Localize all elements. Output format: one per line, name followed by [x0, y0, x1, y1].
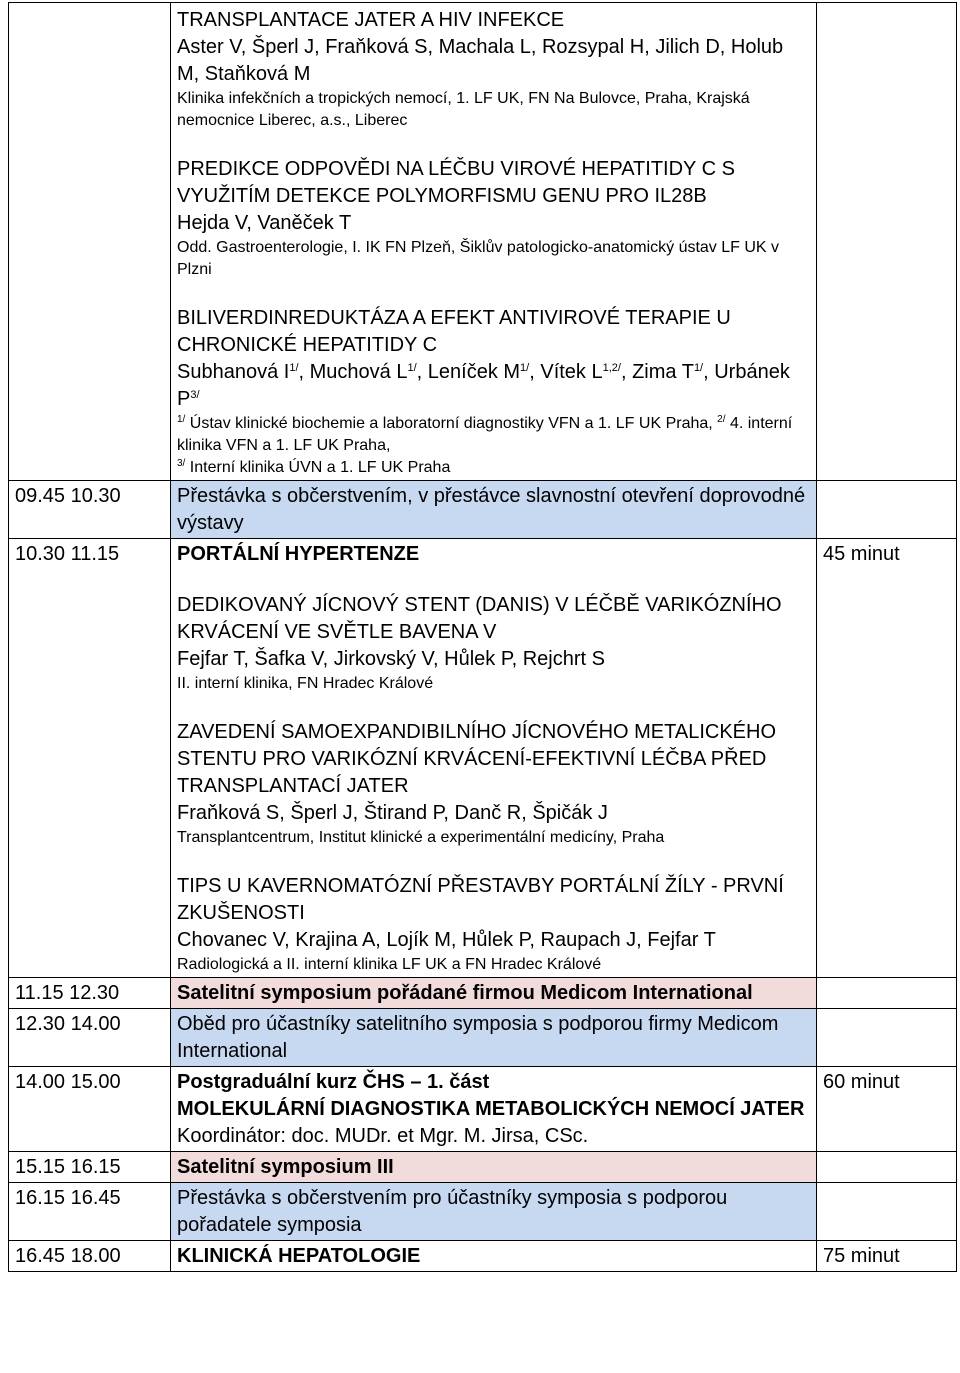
- course-title: Postgraduální kurz ČHS – 1. část: [177, 1071, 490, 1093]
- talk-block: [177, 719, 810, 849]
- break-text: Přestávka s občerstvením, v přestávce slavnostní otevření doprovodné výstavy: [171, 481, 817, 539]
- talk-title: ZAVEDENÍ SAMOEXPANDIBILNÍHO JÍCNOVÉHO METALICKÉHO STENTU PRO VARIKÓZNÍ KRVÁCENÍ-EFEKTIVNÍ LÉČBA PŘED TRANSPLANTACÍ JATER: [177, 721, 776, 797]
- program-row: [9, 481, 957, 539]
- talk-title: PREDIKCE ODPOVĚDI NA LÉČBU VIROVÉ HEPATITIDY C S VYUŽITÍM DETEKCE POLYMORFISMU GENU PRO IL28B: [177, 158, 735, 207]
- duration-cell: [817, 3, 957, 481]
- talk-title: TIPS U KAVERNOMATÓZNÍ PŘESTAVBY PORTÁLNÍ ŽÍLY - PRVNÍ ZKUŠENOSTI: [177, 875, 784, 924]
- talk-institution: Odd. Gastroenterologie, I. IK FN Plzeň, Šiklův patologicko-anatomický ústav LF UK v Plzni: [177, 239, 780, 278]
- lunch-text: Oběd pro účastníky satelitního symposia s podporou firmy Medicom International: [171, 1009, 817, 1067]
- content-cell: [171, 3, 817, 481]
- course-coordinator: Koordinátor: doc. MUDr. et Mgr. M. Jirsa, CSc.: [177, 1125, 589, 1147]
- time-cell: 16.45 18.00: [9, 1241, 171, 1272]
- talk-institution: $^{1/}$ Ústav klinické biochemie a laboratorní diagnostiky VFN a 1. LF UK Praha, $^{2/}$ 4. interní klinika VFN a 1. LF UK Praha, $^{3/}$ Interní klinika ÚVN a 1. LF UK Praha: [177, 414, 793, 476]
- talk-institution: II. interní klinika, FN Hradec Králové: [177, 675, 434, 692]
- duration-cell: 45 minut: [817, 539, 957, 978]
- talk-institution: Radiologická a II. interní klinika LF UK a FN Hradec Králové: [177, 956, 602, 973]
- duration-cell: [817, 1009, 957, 1067]
- program-row: [9, 3, 957, 481]
- program-row: [9, 539, 957, 978]
- course-subtitle: MOLEKULÁRNÍ DIAGNOSTIKA METABOLICKÝCH NEMOCÍ JATER: [177, 1098, 805, 1120]
- talk-authors: Hejda V, Vaněček T: [177, 212, 352, 234]
- time-cell: 09.45 10.30: [9, 481, 171, 539]
- talk-institution: Transplantcentrum, Institut klinické a experimentální medicíny, Praha: [177, 829, 665, 846]
- talk-institution: Klinika infekčních a tropických nemocí, 1. LF UK, FN Na Bulovce, Praha, Krajská nemocnice Liberec, a.s., Liberec: [177, 90, 750, 129]
- section-title: KLINICKÁ HEPATOLOGIE: [177, 1245, 421, 1267]
- symposium-text: Satelitní symposium III: [171, 1152, 817, 1183]
- section-title: PORTÁLNÍ HYPERTENZE: [177, 543, 420, 565]
- duration-cell: 75 minut: [817, 1241, 957, 1272]
- talk-authors: Subhanová $I^{1/}$, Muchová $L^{1/}$, Leníček $M^{1/}$, Vítek $L^{1,2/}$, Zima $T^{1/}$, Urbánek $P^{3/}$: [177, 361, 790, 410]
- talk-title: TRANSPLANTACE JATER A HIV INFEKCE: [177, 9, 565, 31]
- program-row: [9, 978, 957, 1009]
- talk-block: [177, 873, 810, 976]
- program-row: [9, 1241, 957, 1272]
- talk-block: [177, 305, 810, 479]
- program-table: [8, 2, 957, 1272]
- talk-authors: Fejfar T, Šafka V, Jirkovský V, Hůlek P, Rejchrt S: [177, 648, 605, 670]
- duration-cell: [817, 1183, 957, 1241]
- talk-authors: Aster V, Šperl J, Fraňková S, Machala L, Rozsypal H, Jilich D, Holub M, Staňková M: [177, 36, 784, 85]
- talk-title: DEDIKOVANÝ JÍCNOVÝ STENT (DANIS) V LÉČBĚ VARIKÓZNÍHO KRVÁCENÍ VE SVĚTLE BAVENA V: [177, 594, 782, 643]
- content-cell: [171, 1241, 817, 1272]
- duration-cell: 60 minut: [817, 1067, 957, 1152]
- content-cell: [171, 1067, 817, 1152]
- duration-cell: [817, 1152, 957, 1183]
- program-row: [9, 1152, 957, 1183]
- talk-block: [177, 156, 810, 281]
- time-cell: 10.30 11.15: [9, 539, 171, 978]
- talk-block: [177, 7, 810, 132]
- time-cell: 12.30 14.00: [9, 1009, 171, 1067]
- time-cell: 15.15 16.15: [9, 1152, 171, 1183]
- time-cell: 11.15 12.30: [9, 978, 171, 1009]
- duration-cell: [817, 481, 957, 539]
- duration-cell: [817, 978, 957, 1009]
- talk-authors: Chovanec V, Krajina A, Lojík M, Hůlek P, Raupach J, Fejfar T: [177, 929, 716, 951]
- symposium-text: Satelitní symposium pořádané firmou Medicom International: [171, 978, 817, 1009]
- time-cell: 14.00 15.00: [9, 1067, 171, 1152]
- program-row: [9, 1183, 957, 1241]
- content-cell: [171, 539, 817, 978]
- time-cell: [9, 3, 171, 481]
- time-cell: 16.15 16.45: [9, 1183, 171, 1241]
- program-row: [9, 1009, 957, 1067]
- break-text: Přestávka s občerstvením pro účastníky symposia s podporou pořadatele symposia: [171, 1183, 817, 1241]
- program-row: [9, 1067, 957, 1152]
- talk-title: BILIVERDINREDUKTÁZA A EFEKT ANTIVIROVÉ TERAPIE U CHRONICKÉ HEPATITIDY C: [177, 307, 731, 356]
- talk-authors: Fraňková S, Šperl J, Štirand P, Danč R, Špičák J: [177, 802, 608, 824]
- talk-block: [177, 592, 810, 695]
